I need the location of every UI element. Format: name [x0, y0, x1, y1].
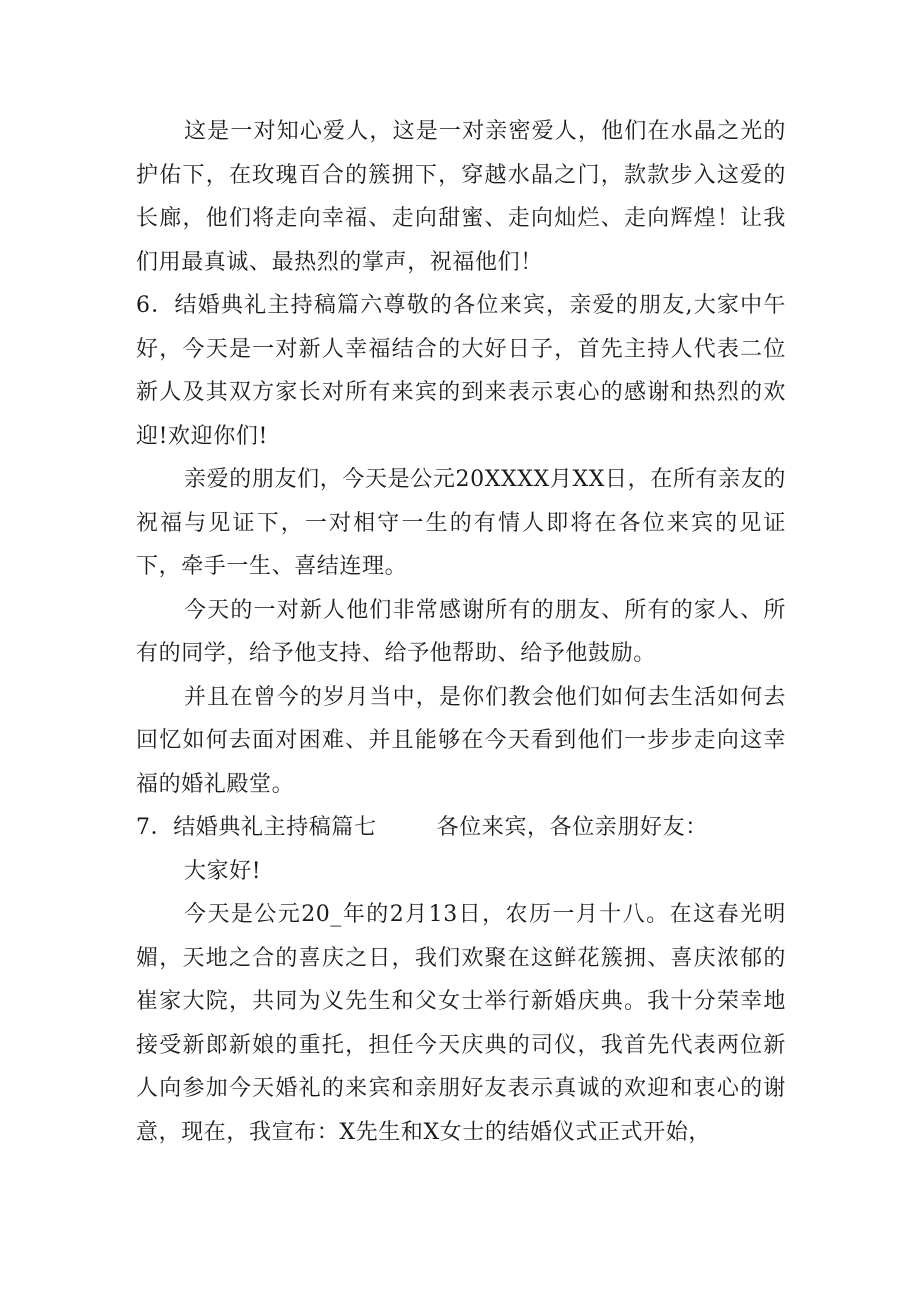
section-7-heading: 7．结婚典礼主持稿篇七: [136, 815, 377, 840]
paragraph-section-6: 6．结婚典礼主持稿篇六尊敬的各位来宾，亲爱的朋友,大家中午好，今天是一对新人幸福结合的大好日子，首先主持人代表二位新人及其双方家长对所有来宾的到来表示衷心的感谢和热烈的欢迎!欢迎你们!: [136, 293, 786, 449]
paragraph-memories: 并且在曾今的岁月当中，是你们教会他们如何去生活如何去回忆如何去面对困难、并且能够在今天看到他们一步步走向这幸福的婚礼殿堂。: [136, 684, 786, 797]
paragraph-date-announcement: 亲爱的朋友们，今天是公元20XXXX月XX日，在所有亲友的祝福与见证下，一对相守一生的有情人即将在各位来宾的见证下，牵手一生、喜结连理。: [136, 467, 786, 579]
section-7-greeting: 各位来宾，各位亲朋好友：: [436, 815, 708, 840]
document-body: [136, 110, 786, 1154]
paragraph-couple-blessing: 这是一对知心爱人，这是一对亲密爱人，他们在水晶之光的护佑下，在玫瑰百合的簇拥下，穿越水晶之门，款款步入这爱的长廊，他们将走向幸福、走向甜蜜、走向灿烂、走向辉煌！让我们用最真诚、最热烈的掌声，祝福他们！: [136, 119, 786, 275]
paragraph-section-7: [136, 806, 786, 850]
paragraph-thanks: 今天的一对新人他们非常感谢所有的朋友、所有的家人、所有的同学，给予他支持、给予他帮助、给予他鼓励。: [136, 597, 786, 666]
paragraph-ceremony-opening: 今天是公元20_年的2月13日，农历一月十八。在这春光明媚，天地之合的喜庆之日，我们欢聚在这鲜花簇拥、喜庆浓郁的崔家大院，共同为义先生和父女士举行新婚庆典。我十分荣幸地接受新郎新娘的重托，担任今天庆典的司仪，我首先代表两位新人向参加今天婚礼的来宾和亲朋好友表示真诚的欢迎和衷心的谢意，现在，我宣布：X先生和X女士的结婚仪式正式开始，: [136, 902, 786, 1145]
paragraph-hello: 大家好!: [184, 858, 262, 884]
